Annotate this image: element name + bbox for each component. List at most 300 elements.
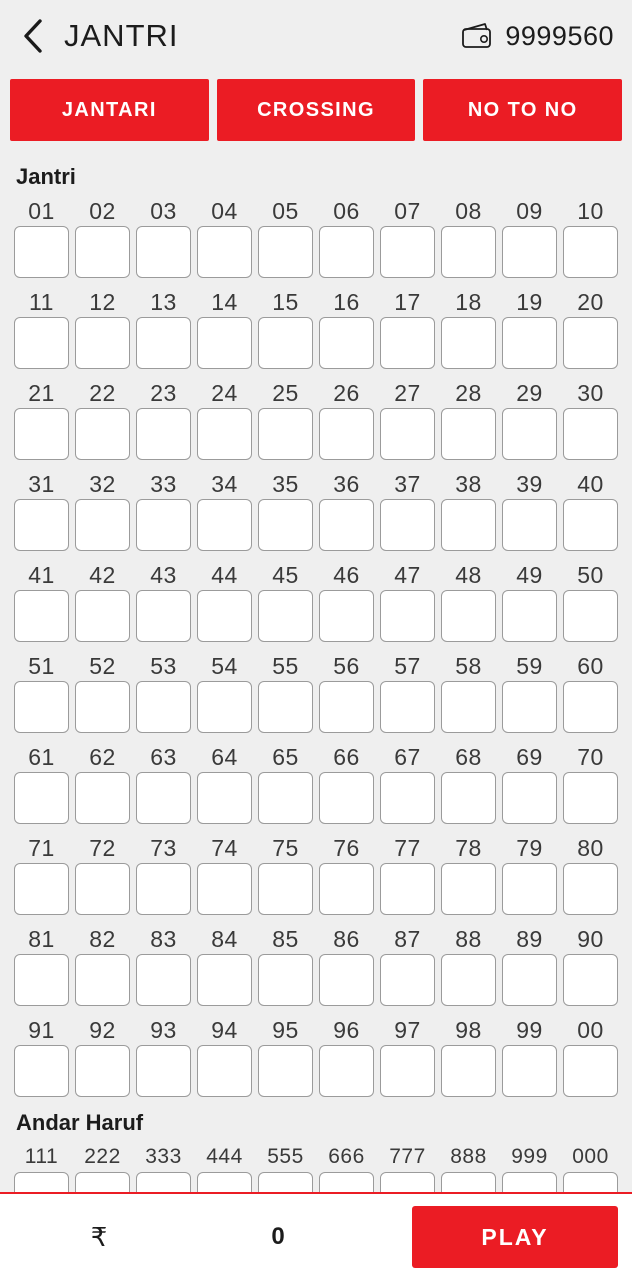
jantri-label: 59 [516,653,543,679]
jantri-input[interactable] [197,1045,252,1097]
jantri-cell [563,287,618,378]
jantri-cell [197,469,252,560]
jantri-input[interactable] [563,681,618,733]
jantri-label: 83 [150,926,177,952]
jantri-input[interactable] [502,954,557,1006]
jantri-cell [502,742,557,833]
jantri-input[interactable] [14,408,69,460]
jantri-input[interactable] [319,408,374,460]
jantri-input[interactable] [441,954,496,1006]
jantri-cell [197,651,252,742]
jantri-label: 02 [89,198,116,224]
jantri-input[interactable] [380,1045,435,1097]
jantri-cell [258,287,313,378]
jantri-input[interactable] [14,1045,69,1097]
jantri-label: 43 [150,562,177,588]
jantri-cell [441,833,496,924]
jantri-input[interactable] [75,772,130,824]
jantri-input[interactable] [14,317,69,369]
jantri-label: 84 [211,926,238,952]
jantri-cell [136,651,191,742]
jantri-input[interactable] [197,681,252,733]
jantri-label: 34 [211,471,238,497]
jantri-cell [380,742,435,833]
jantri-label: 56 [333,653,360,679]
jantri-cell [380,924,435,1015]
jantri-input[interactable] [197,954,252,1006]
jantri-input[interactable] [258,954,313,1006]
jantri-label: 03 [150,198,177,224]
jantri-cell [380,651,435,742]
jantri-input[interactable] [441,408,496,460]
section-title-jantri: Jantri [16,164,76,189]
jantri-input[interactable] [197,590,252,642]
jantri-cell [75,833,130,924]
jantri-label: 89 [516,926,543,952]
jantri-input[interactable] [563,863,618,915]
jantri-label: 92 [89,1017,116,1043]
jantri-label: 88 [455,926,482,952]
jantri-cell [441,378,496,469]
jantri-cell [75,651,130,742]
jantri-label: 12 [89,289,116,315]
jantri-label: 75 [272,835,299,861]
jantri-label: 67 [394,744,421,770]
app-header [0,0,632,72]
andar-haruf-cell [14,1142,69,1192]
jantri-cell [75,742,130,833]
jantri-cell [319,924,374,1015]
jantri-label: 39 [516,471,543,497]
jantri-label: 76 [333,835,360,861]
andar-haruf-cell [319,1142,374,1192]
jantri-input[interactable] [197,772,252,824]
jantri-cell [258,196,313,287]
jantri-input[interactable] [319,772,374,824]
jantri-cell [75,196,130,287]
jantri-input[interactable] [14,863,69,915]
jantri-input[interactable] [319,226,374,278]
andar-haruf-input[interactable] [136,1172,191,1192]
jantri-cell [380,469,435,560]
jantri-cell [258,560,313,651]
jantri-input[interactable] [75,1045,130,1097]
jantri-input[interactable] [441,590,496,642]
jantri-label: 54 [211,653,238,679]
jantri-label: 33 [150,471,177,497]
jantri-input[interactable] [75,954,130,1006]
jantri-label: 95 [272,1017,299,1043]
jantri-input[interactable] [441,499,496,551]
jantri-cell [502,378,557,469]
jantri-label: 96 [333,1017,360,1043]
jantri-input[interactable] [380,681,435,733]
jantri-cell [563,651,618,742]
jantri-label: 58 [455,653,482,679]
jantri-label: 99 [516,1017,543,1043]
jantri-label: 48 [455,562,482,588]
jantri-cell [258,833,313,924]
jantri-input[interactable] [441,772,496,824]
andar-haruf-input[interactable] [319,1172,374,1192]
jantri-cell [563,469,618,560]
jantri-label: 55 [272,653,299,679]
jantri-cell [441,196,496,287]
jantri-input[interactable] [197,226,252,278]
jantri-cell [258,651,313,742]
jantri-cell [75,560,130,651]
jantri-input[interactable] [75,863,130,915]
andar-haruf-cell [136,1142,191,1192]
jantri-cell [380,378,435,469]
jantri-label: 61 [28,744,55,770]
jantri-label: 86 [333,926,360,952]
jantri-input[interactable] [75,408,130,460]
jantri-label: 04 [211,198,238,224]
andar-haruf-cell [502,1142,557,1192]
andar-haruf-input[interactable] [197,1172,252,1192]
jantri-cell [502,924,557,1015]
jantri-input[interactable] [75,226,130,278]
jantri-label: 44 [211,562,238,588]
jantri-cell [197,378,252,469]
game-mode-tabs [0,72,632,148]
jantri-cell [563,378,618,469]
jantri-cell [136,560,191,651]
jantri-label: 19 [516,289,543,315]
jantri-label: 31 [28,471,55,497]
jantri-label: 24 [211,380,238,406]
andar-haruf-cell [441,1142,496,1192]
jantri-cell [380,196,435,287]
jantri-cell [75,924,130,1015]
jantri-input[interactable] [14,681,69,733]
andar-haruf-label: 666 [328,1145,365,1168]
jantri-label: 13 [150,289,177,315]
jantri-label: 30 [577,380,604,406]
andar-haruf-input[interactable] [563,1172,618,1192]
jantri-cell [258,378,313,469]
jantri-input[interactable] [441,317,496,369]
jantri-label: 23 [150,380,177,406]
jantri-label: 22 [89,380,116,406]
jantri-label: 90 [577,926,604,952]
jantri-input[interactable] [380,226,435,278]
jantri-cell [563,560,618,651]
jantri-label: 52 [89,653,116,679]
jantri-label: 50 [577,562,604,588]
jantri-input[interactable] [319,590,374,642]
wallet-balance[interactable] [461,21,614,52]
jantri-label: 01 [28,198,55,224]
jantri-input[interactable] [319,863,374,915]
jantri-cell [319,1015,374,1106]
wallet-icon [461,22,495,50]
andar-haruf-input[interactable] [380,1172,435,1192]
jantri-input[interactable] [441,226,496,278]
andar-haruf-cell [258,1142,313,1192]
jantri-input[interactable] [563,226,618,278]
jantri-cell [441,742,496,833]
jantri-input[interactable] [563,954,618,1006]
jantri-label: 70 [577,744,604,770]
jantri-cell [380,833,435,924]
jantri-label: 06 [333,198,360,224]
jantri-label: 09 [516,198,543,224]
jantri-cell [197,742,252,833]
jantri-input[interactable] [258,772,313,824]
jantri-label: 42 [89,562,116,588]
jantri-label: 49 [516,562,543,588]
jantri-input[interactable] [380,863,435,915]
jantri-cell [441,287,496,378]
jantri-label: 80 [577,835,604,861]
jantri-input[interactable] [380,772,435,824]
jantri-input[interactable] [502,772,557,824]
jantri-cell [319,651,374,742]
jantri-cell [380,560,435,651]
jantri-input[interactable] [502,226,557,278]
jantri-cell [258,469,313,560]
jantri-input[interactable] [380,408,435,460]
jantri-label: 73 [150,835,177,861]
jantri-input[interactable] [14,226,69,278]
page-title: JANTRI [64,18,179,53]
jantri-input[interactable] [319,317,374,369]
jantri-input[interactable] [136,226,191,278]
jantri-input[interactable] [14,499,69,551]
jantri-label: 26 [333,380,360,406]
andar-haruf-label: 333 [145,1145,182,1168]
currency-symbol: ₹ [90,1221,108,1252]
jantri-label: 46 [333,562,360,588]
jantri-label: 64 [211,744,238,770]
jantri-input[interactable] [136,590,191,642]
jantri-input[interactable] [258,1045,313,1097]
jantri-label: 69 [516,744,543,770]
jantri-label: 21 [28,380,55,406]
andar-haruf-input[interactable] [441,1172,496,1192]
jantri-cell [14,469,69,560]
jantri-label: 51 [28,653,55,679]
jantri-input[interactable] [563,317,618,369]
jantri-input[interactable] [319,499,374,551]
jantri-input[interactable] [136,408,191,460]
jantri-cell [136,469,191,560]
jantri-label: 94 [211,1017,238,1043]
jantri-input[interactable] [258,408,313,460]
jantri-input[interactable] [502,681,557,733]
jantri-cell [563,196,618,287]
andar-haruf-input[interactable] [502,1172,557,1192]
jantri-input[interactable] [563,499,618,551]
jantri-input[interactable] [258,590,313,642]
jantri-input[interactable] [380,499,435,551]
andar-haruf-label: 444 [206,1145,243,1168]
andar-haruf-input[interactable] [75,1172,130,1192]
jantri-cell [197,924,252,1015]
andar-haruf-label: 999 [511,1145,548,1168]
jantri-input[interactable] [136,863,191,915]
jantri-cell [258,742,313,833]
andar-haruf-input[interactable] [14,1172,69,1192]
jantri-label: 00 [577,1017,604,1043]
jantri-input[interactable] [319,681,374,733]
jantri-cell [502,469,557,560]
jantri-label: 40 [577,471,604,497]
andar-haruf-cell [563,1142,618,1192]
jantri-input[interactable] [502,408,557,460]
tab-jantari[interactable]: JANTARI [10,79,209,141]
jantri-label: 25 [272,380,299,406]
jantri-label: 07 [394,198,421,224]
tab-no-to-no[interactable]: NO TO NO [423,79,622,141]
jantri-input[interactable] [563,590,618,642]
jantri-cell [441,469,496,560]
jantri-input[interactable] [136,317,191,369]
jantri-cell [136,742,191,833]
jantri-label: 53 [150,653,177,679]
jantri-label: 68 [455,744,482,770]
jantri-label: 32 [89,471,116,497]
jantri-label: 20 [577,289,604,315]
jantri-label: 60 [577,653,604,679]
jantri-cell [197,833,252,924]
jantri-input[interactable] [258,681,313,733]
jantri-input[interactable] [14,954,69,1006]
jantri-label: 37 [394,471,421,497]
jantri-cell [380,287,435,378]
jantri-input[interactable] [258,317,313,369]
jantri-input[interactable] [502,590,557,642]
jantri-cell [502,560,557,651]
jantri-label: 85 [272,926,299,952]
jantri-label: 63 [150,744,177,770]
jantri-label: 27 [394,380,421,406]
jantri-input[interactable] [563,1045,618,1097]
tab-crossing[interactable]: CROSSING [217,79,416,141]
jantri-label: 17 [394,289,421,315]
jantri-input[interactable] [75,681,130,733]
jantri-label: 14 [211,289,238,315]
jantri-label: 29 [516,380,543,406]
andar-haruf-label: 222 [84,1145,121,1168]
jantri-cell [197,560,252,651]
jantri-input[interactable] [136,954,191,1006]
jantri-cell [14,742,69,833]
jantri-cell [502,196,557,287]
jantri-input[interactable] [197,408,252,460]
jantri-input[interactable] [441,863,496,915]
jantri-input[interactable] [258,226,313,278]
jantri-cell [319,560,374,651]
jantri-cell [14,833,69,924]
jantri-cell [136,924,191,1015]
jantri-cell [14,378,69,469]
jantri-cell [441,651,496,742]
jantri-cell [14,287,69,378]
jantri-input[interactable] [563,772,618,824]
jantri-label: 47 [394,562,421,588]
jantri-cell [14,560,69,651]
jantri-input[interactable] [75,317,130,369]
jantri-label: 82 [89,926,116,952]
jantri-label: 45 [272,562,299,588]
jantri-input[interactable] [197,863,252,915]
jantri-cell [502,833,557,924]
total-amount: 0 [271,1223,285,1250]
jantri-cell [319,833,374,924]
jantri-input[interactable] [441,681,496,733]
wallet-amount: 9999560 [505,20,614,51]
jantri-cell [563,833,618,924]
jantri-input[interactable] [502,863,557,915]
jantri-input[interactable] [75,590,130,642]
jantri-label: 91 [28,1017,55,1043]
jantri-input[interactable] [258,499,313,551]
jantri-label: 77 [394,835,421,861]
jantri-label: 93 [150,1017,177,1043]
jantri-input[interactable] [502,317,557,369]
jantri-input[interactable] [380,954,435,1006]
bottom-bar [0,1192,632,1280]
jantri-input[interactable] [197,499,252,551]
jantri-cell [319,378,374,469]
jantri-cell [75,469,130,560]
jantri-cell [197,287,252,378]
jantri-input[interactable] [502,1045,557,1097]
jantri-input[interactable] [319,954,374,1006]
jantri-cell [502,287,557,378]
jantri-input[interactable] [502,499,557,551]
jantri-input[interactable] [136,499,191,551]
jantri-input[interactable] [14,590,69,642]
jantri-cell [197,1015,252,1106]
jantri-input[interactable] [380,590,435,642]
play-button[interactable]: PLAY [412,1206,618,1268]
jantri-input[interactable] [136,681,191,733]
jantri-input[interactable] [136,772,191,824]
jantri-label: 28 [455,380,482,406]
jantri-input[interactable] [14,772,69,824]
jantri-input[interactable] [380,317,435,369]
jantri-input[interactable] [197,317,252,369]
jantri-label: 87 [394,926,421,952]
jantri-input[interactable] [319,1045,374,1097]
jantri-input[interactable] [136,1045,191,1097]
jantri-label: 66 [333,744,360,770]
jantri-label: 57 [394,653,421,679]
andar-haruf-label: 555 [267,1145,304,1168]
jantri-input[interactable] [563,408,618,460]
jantri-label: 74 [211,835,238,861]
jantri-cell [563,742,618,833]
jantri-label: 18 [455,289,482,315]
jantri-label: 71 [28,835,55,861]
andar-haruf-input[interactable] [258,1172,313,1192]
jantri-input[interactable] [441,1045,496,1097]
jantri-cell [563,924,618,1015]
jantri-input[interactable] [75,499,130,551]
jantri-cell [14,1015,69,1106]
jantri-cell [258,1015,313,1106]
andar-haruf-label: 111 [24,1145,59,1168]
jantri-cell [136,1015,191,1106]
jantri-cell [319,742,374,833]
jantri-input[interactable] [258,863,313,915]
back-icon[interactable] [18,18,48,54]
jantri-label: 15 [272,289,299,315]
